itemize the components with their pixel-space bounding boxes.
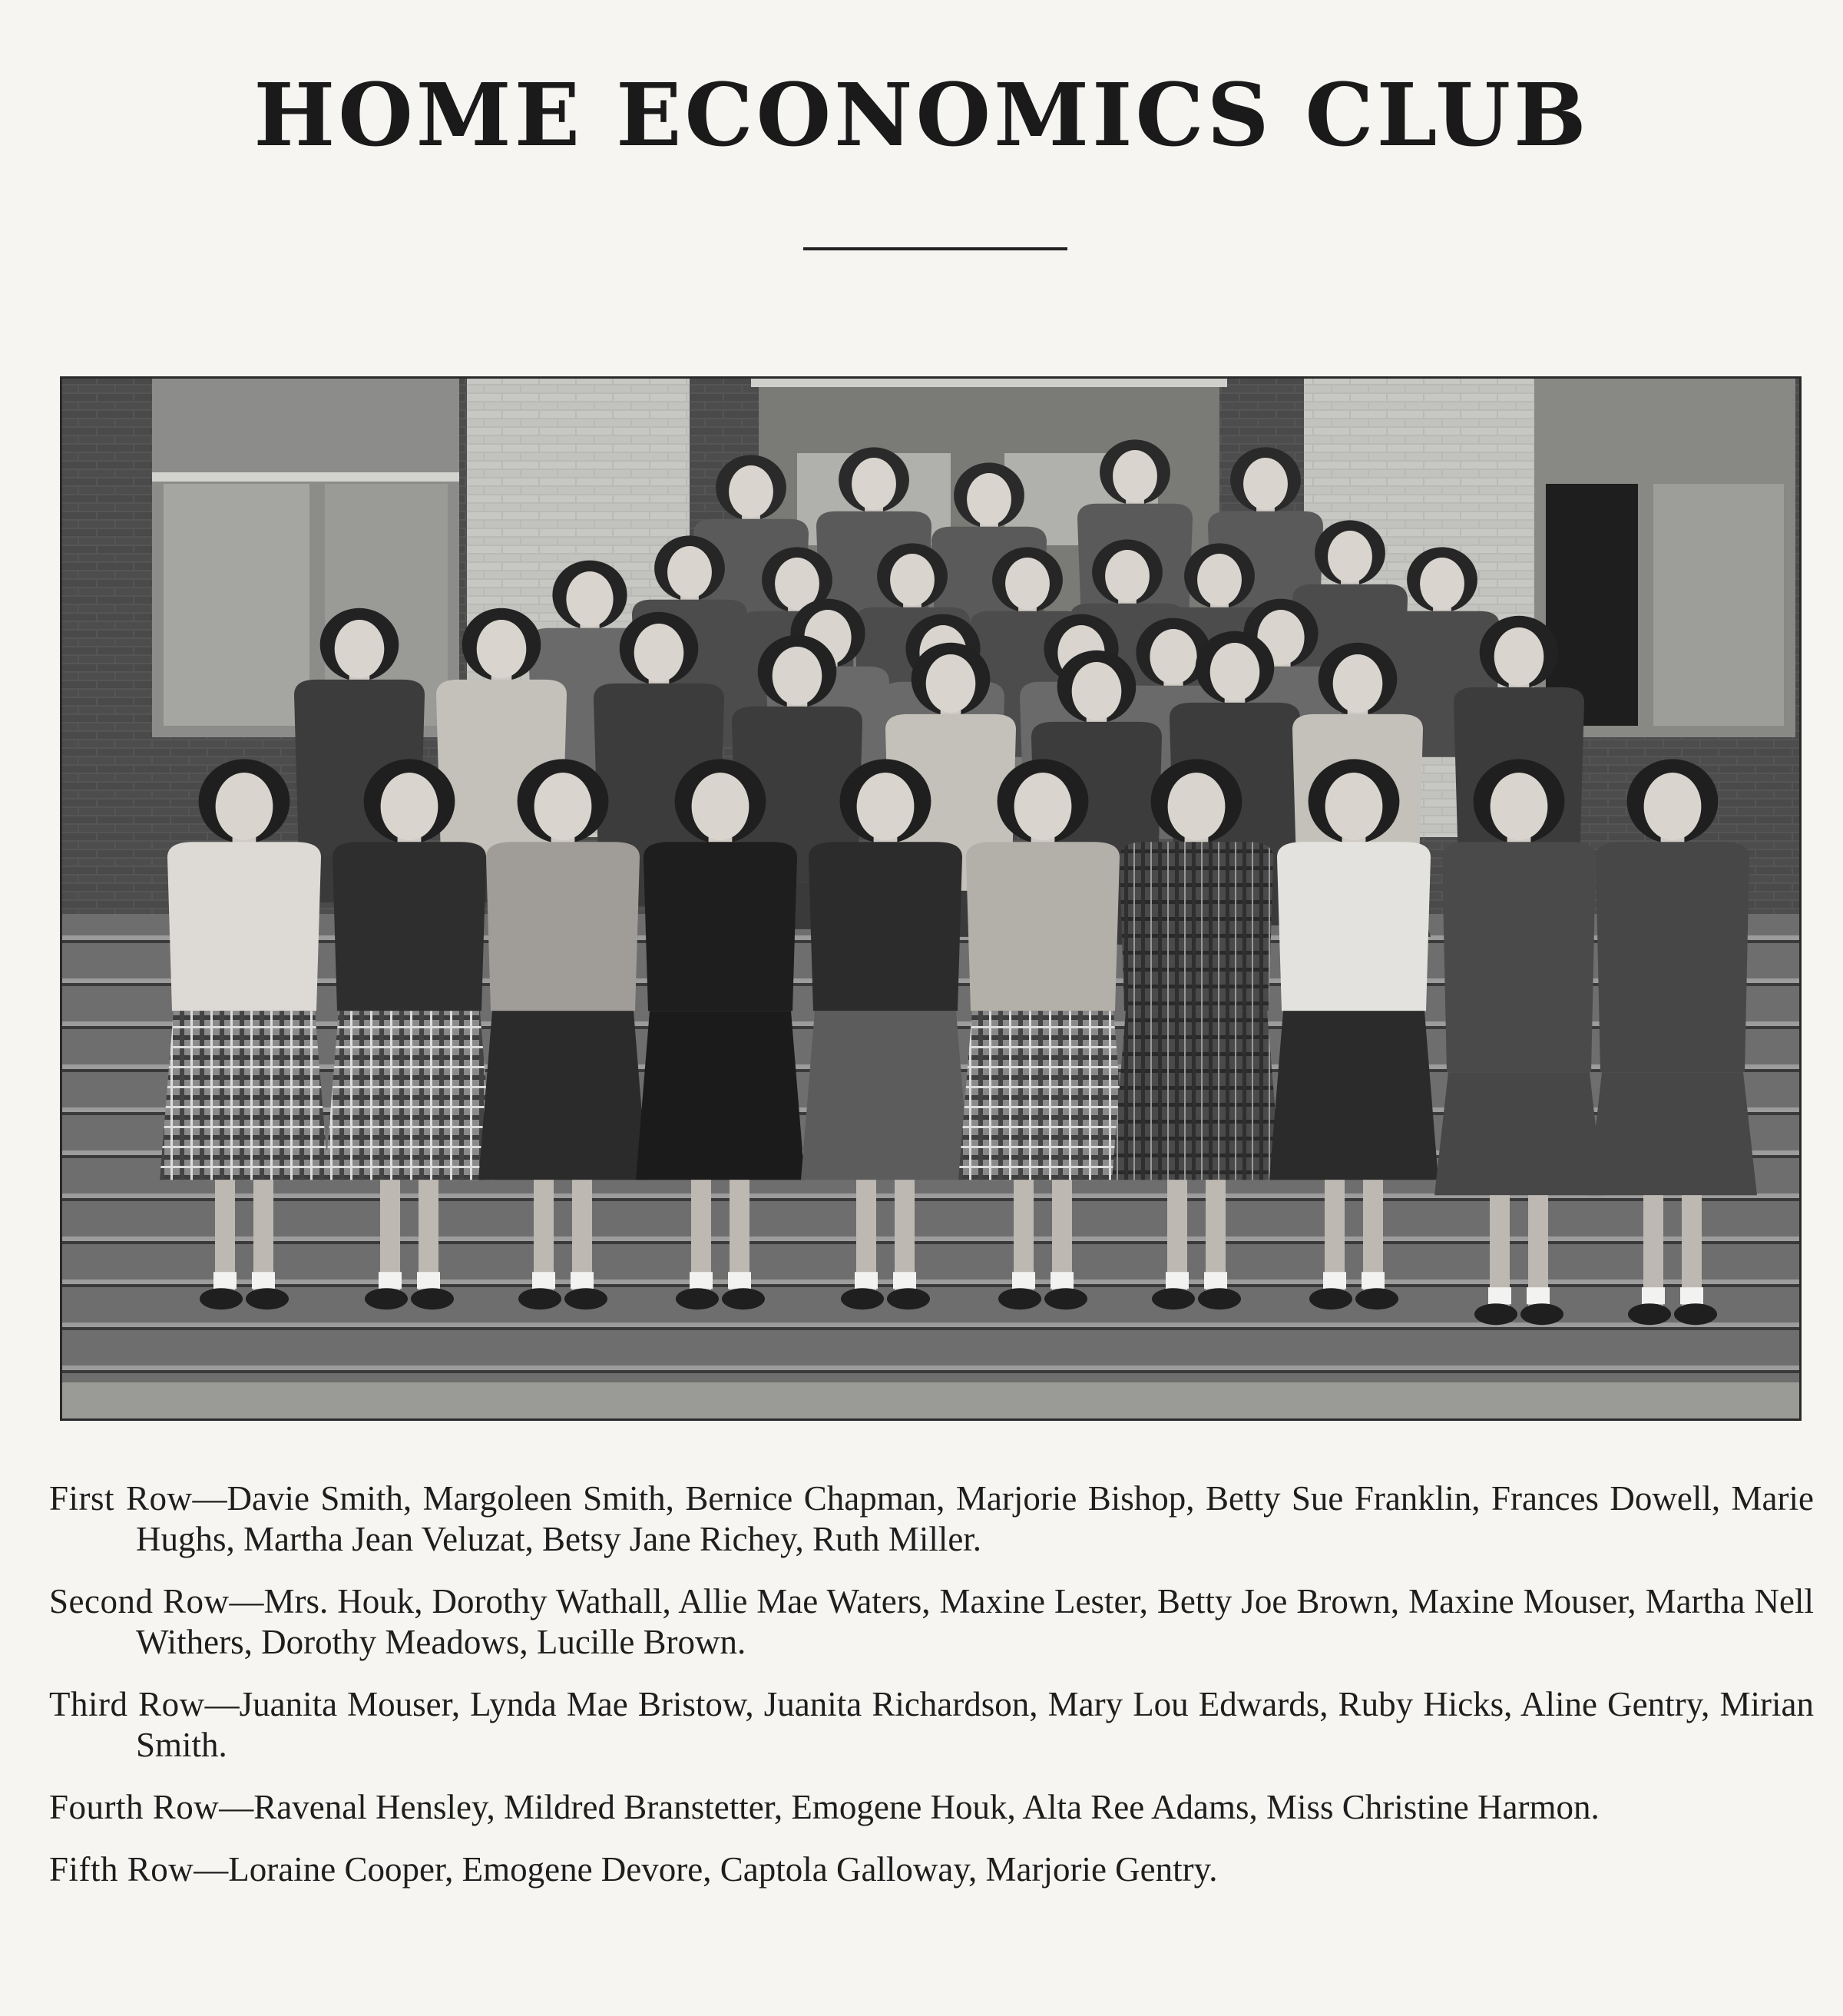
face: [1243, 458, 1288, 510]
sock: [893, 1272, 916, 1289]
shoe: [246, 1288, 289, 1309]
face: [667, 546, 712, 598]
skirt: [325, 1011, 494, 1180]
title-divider: [803, 247, 1067, 250]
sock: [1527, 1287, 1550, 1304]
face: [1072, 662, 1122, 720]
face: [1168, 773, 1226, 840]
sock: [213, 1272, 237, 1289]
caption-third-row: [49, 1684, 1814, 1766]
shoe: [1309, 1288, 1352, 1309]
face: [729, 465, 773, 518]
sock: [1204, 1272, 1227, 1289]
row-label: Fourth Row: [49, 1788, 220, 1826]
skirt: [478, 1011, 647, 1180]
row-names: Mrs. Houk, Dorothy Wathall, Allie Mae Waters, Maxine Lester, Betty Joe Brown, Maxine Mouser, Martha Nell Withers, Dorothy Meadows, Lucille Brown.: [136, 1582, 1814, 1661]
face: [335, 620, 385, 678]
face: [1328, 531, 1372, 583]
skirt: [1588, 1072, 1757, 1195]
face: [1325, 773, 1383, 840]
sock: [728, 1272, 751, 1289]
skirt: [958, 1011, 1127, 1180]
sock: [1680, 1287, 1703, 1304]
face: [1333, 654, 1383, 713]
row-names: Davie Smith, Margoleen Smith, Bernice Chapman, Marjorie Bishop, Betty Sue Franklin, Frances Dowell, Marie Hughs, Martha Jean Veluzat, Betsy Jane Richey, Ruth Miller.: [136, 1479, 1814, 1558]
caption-list: [49, 1478, 1814, 1912]
face: [1210, 643, 1260, 701]
face: [773, 647, 822, 705]
blouse: [167, 842, 321, 1011]
caption-first-row: [49, 1478, 1814, 1560]
window-pane: [164, 484, 309, 726]
shoe: [722, 1288, 765, 1309]
face: [1005, 558, 1050, 610]
face: [534, 773, 592, 840]
blouse: [1442, 842, 1596, 1072]
face: [1014, 773, 1072, 840]
row-names: Ravenal Hensley, Mildred Branstetter, Emogene Houk, Alta Ree Adams, Miss Christine Harmon.: [253, 1788, 1600, 1826]
shoe: [1355, 1288, 1398, 1309]
skirt: [1269, 1011, 1438, 1180]
sock: [1166, 1272, 1189, 1289]
shoe: [1628, 1303, 1671, 1325]
page-title: HOME ECONOMICS CLUB: [253, 65, 1590, 166]
row-label: First Row: [49, 1479, 193, 1518]
shoe: [998, 1288, 1041, 1309]
caption-second-row: [49, 1581, 1814, 1663]
sock: [1488, 1287, 1511, 1304]
sock: [379, 1272, 402, 1289]
sock: [1012, 1272, 1035, 1289]
blouse: [1596, 842, 1749, 1072]
blouse: [486, 842, 640, 1011]
face: [1105, 550, 1150, 602]
sock: [252, 1272, 275, 1289]
sock: [1642, 1287, 1665, 1304]
face: [566, 571, 613, 627]
face: [381, 773, 438, 840]
face: [692, 773, 749, 840]
face: [1420, 558, 1464, 610]
caption-separator: —: [219, 1788, 254, 1826]
shoe: [200, 1288, 243, 1309]
sock: [855, 1272, 878, 1289]
face: [216, 773, 273, 840]
skirt: [636, 1011, 805, 1180]
blouse: [333, 842, 486, 1011]
sock: [1362, 1272, 1385, 1289]
sock: [532, 1272, 555, 1289]
face: [477, 620, 527, 678]
window-sash: [152, 472, 459, 482]
shoe: [841, 1288, 884, 1309]
sock: [571, 1272, 594, 1289]
sidewalk: [60, 1382, 1802, 1421]
shoe: [1152, 1288, 1195, 1309]
blouse: [644, 842, 797, 1011]
group-photo: [60, 376, 1802, 1421]
shoe: [1198, 1288, 1241, 1309]
caption-separator: —: [194, 1850, 229, 1889]
skirt: [1434, 1072, 1603, 1195]
shoe: [887, 1288, 930, 1309]
face: [967, 473, 1011, 525]
face: [1150, 629, 1196, 684]
face: [1494, 627, 1544, 686]
face: [634, 624, 684, 682]
caption-separator: —: [192, 1479, 227, 1518]
skirt: [1112, 1011, 1281, 1180]
blouse: [966, 842, 1120, 1011]
caption-separator: —: [204, 1685, 240, 1723]
sock: [417, 1272, 440, 1289]
shoe: [1044, 1288, 1087, 1309]
face: [926, 654, 976, 713]
caption-fourth-row: [49, 1787, 1814, 1828]
face: [1113, 450, 1157, 502]
row-label: Third Row: [49, 1685, 205, 1723]
window-pane: [1653, 484, 1784, 726]
blouse: [1120, 842, 1273, 1011]
sock: [1051, 1272, 1074, 1289]
shoe: [1674, 1303, 1717, 1325]
face: [1491, 773, 1548, 840]
face: [852, 458, 896, 510]
face: [1644, 773, 1702, 840]
shoe: [564, 1288, 607, 1309]
row-names: Loraine Cooper, Emogene Devore, Captola Galloway, Marjorie Gentry.: [228, 1850, 1218, 1889]
shoe: [365, 1288, 408, 1309]
shoe: [1474, 1303, 1517, 1325]
caption-fifth-row: [49, 1849, 1814, 1890]
skirt: [160, 1011, 329, 1180]
shoe: [518, 1288, 561, 1309]
row-names: Juanita Mouser, Lynda Mae Bristow, Juanita Richardson, Mary Lou Edwards, Ruby Hicks, Aline Gentry, Mirian Smith.: [136, 1685, 1814, 1764]
blouse: [809, 842, 962, 1011]
shoe: [411, 1288, 454, 1309]
shoe: [676, 1288, 719, 1309]
row-label: Second Row: [49, 1582, 230, 1620]
face: [890, 554, 935, 606]
skirt: [801, 1011, 970, 1180]
face: [857, 773, 915, 840]
caption-separator: —: [229, 1582, 264, 1620]
shoe: [1520, 1303, 1563, 1325]
sock: [1323, 1272, 1346, 1289]
row-label: Fifth Row: [49, 1850, 194, 1889]
blouse: [1277, 842, 1431, 1011]
sock: [690, 1272, 713, 1289]
face: [1197, 554, 1242, 606]
